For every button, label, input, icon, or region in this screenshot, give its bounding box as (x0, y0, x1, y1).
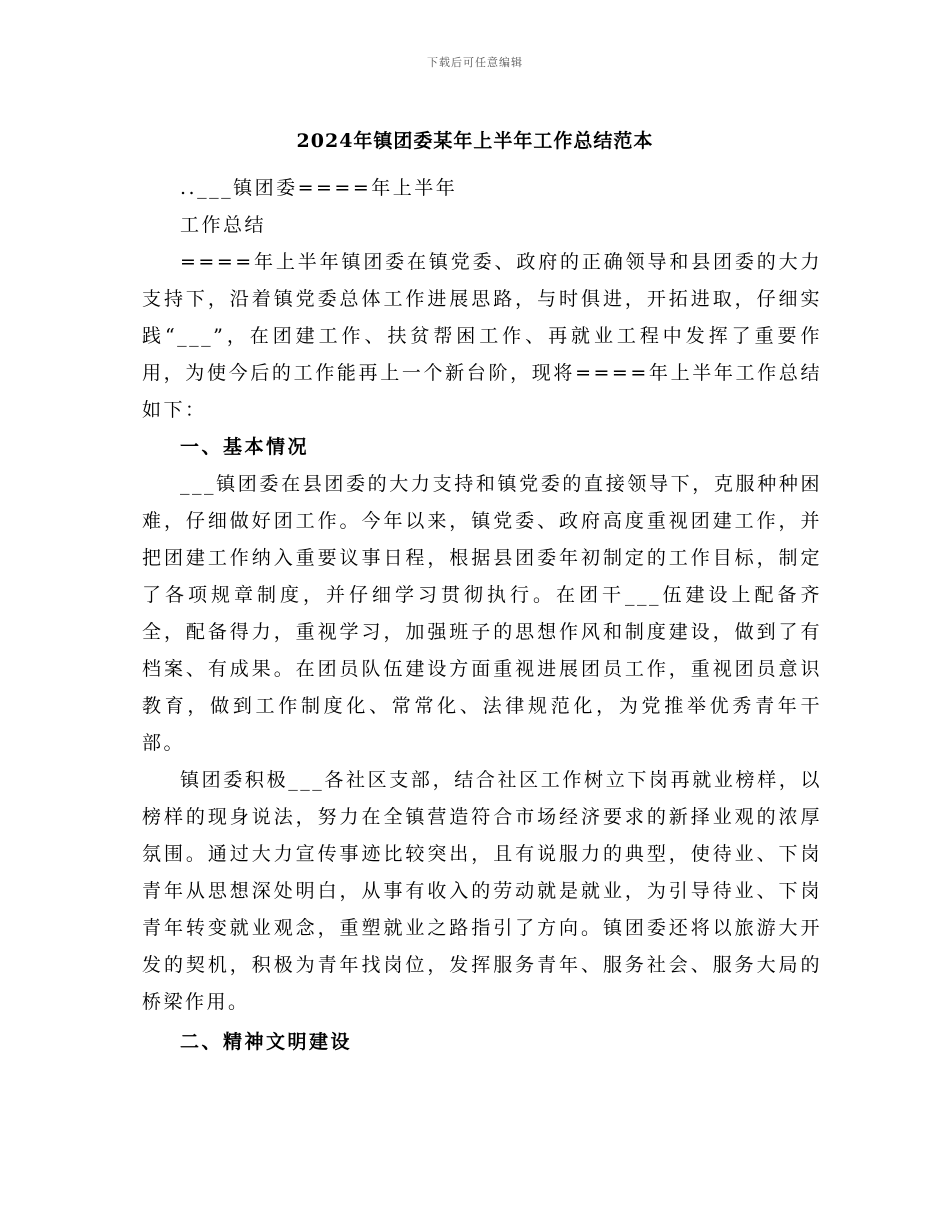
intro-line-1: ..___镇团委====年上半年 (180, 177, 458, 199)
document-title: 2024年镇团委某年上半年工作总结范本 (296, 130, 654, 152)
section-2-heading: 二、精神文明建设 (180, 1031, 353, 1053)
section-1-heading: 一、基本情况 (180, 436, 310, 458)
intro-paragraph: ====年上半年镇团委在镇党委、政府的正确领导和县团委的大力支持下，沿着镇党委总体工作进展思路，与时俱进，开拓进取，仔细实践“___”，在团建工作、扶贫帮困工作、再就业工程中发挥了重要作用，为使今后的工作能再上一个新台阶，现将====年上半年工作总结如下： (142, 251, 822, 421)
section-1-paragraph-1: ___镇团委在县团委的大力支持和镇党委的直接领导下，克服种种困难，仔细做好团工作。今年以来，镇党委、政府高度重视团建工作，并把团建工作纳入重要议事日程，根据县团委年初制定的工作目标，制定了各项规章制度，并仔细学习贯彻执行。在团干___伍建设上配备齐全，配备得力，重视学习，加强班子的思想作风和制度建设，做到了有档案、有成果。在团员队伍建设方面重视进展团员工作，重视团员意识教育，做到工作制度化、常常化、法律规范化，为党推举优秀青年干部。 (142, 473, 822, 754)
section-1-paragraph-2: 镇团委积极___各社区支部，结合社区工作树立下岗再就业榜样，以榜样的现身说法，努力在全镇营造符合市场经济要求的新择业观的浓厚氛围。通过大力宣传事迹比较突出，且有说服力的典型，使待业、下岗青年从思想深处明白，从事有收入的劳动就是就业，为引导待业、下岗青年转变就业观念，重塑就业之路指引了方向。镇团委还将以旅游大开发的契机，积极为青年找岗位，发挥服务青年、服务社会、服务大局的桥梁作用。 (142, 769, 822, 1013)
intro-line-2: 工作总结 (180, 214, 267, 236)
document-body (142, 170, 822, 1061)
page-header-note: 下载后可任意编辑 (427, 56, 523, 69)
